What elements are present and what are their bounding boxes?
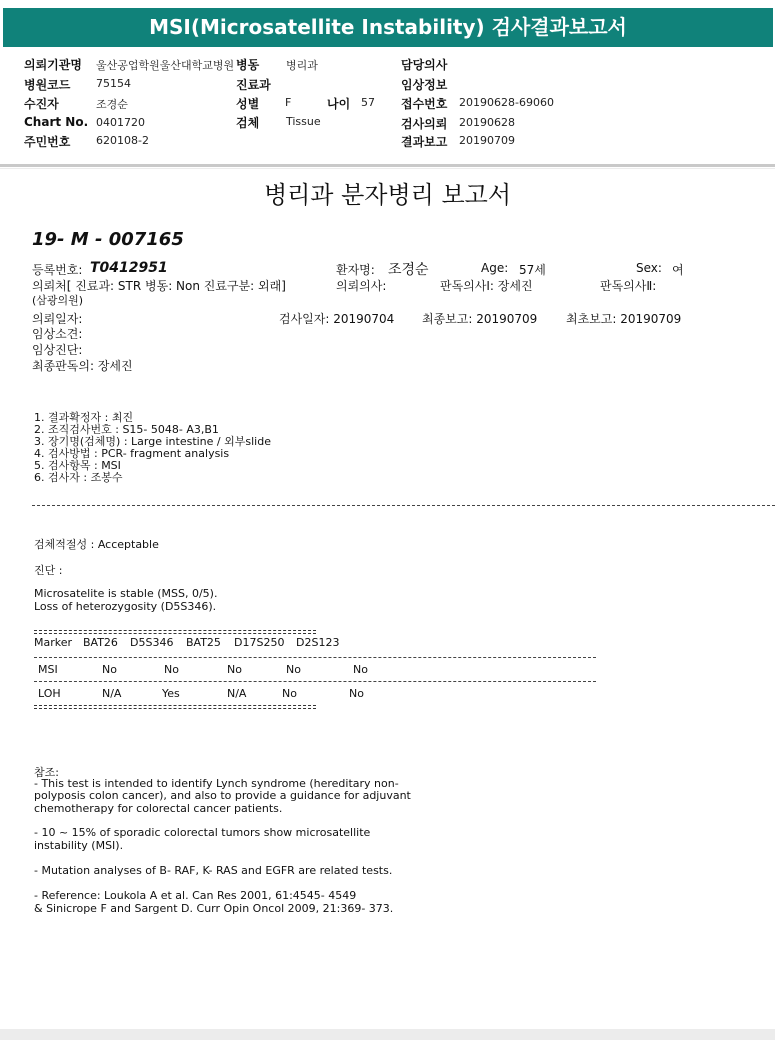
request-date-value: 20190628 bbox=[459, 116, 515, 129]
diagnosis-line: Microsatelite is stable (MSS, 0/5). bbox=[34, 587, 218, 600]
table-header-cell: D5S346 bbox=[130, 636, 174, 649]
report-header bbox=[0, 0, 775, 168]
specimen-label: 검체 bbox=[236, 116, 260, 130]
notes-label: 참조: bbox=[34, 766, 59, 779]
institution-label: 의뢰기관명 bbox=[24, 58, 82, 72]
institution-value: 울산공업학원울산대학교병원 bbox=[96, 59, 235, 72]
diagnosis-label: 진단 : bbox=[34, 564, 63, 577]
chart-no-value: 0401720 bbox=[96, 116, 145, 129]
receipt-no-value: 20190628-69060 bbox=[459, 96, 554, 109]
table-header-cell: BAT25 bbox=[186, 636, 221, 649]
patient-name-label: 환자명: bbox=[336, 263, 375, 277]
table-cell: No bbox=[349, 687, 364, 700]
sex-value-report: 여 bbox=[672, 263, 684, 277]
table-cell: No bbox=[102, 663, 117, 676]
detail-line: 1. 결과확정자 : 최진 bbox=[34, 411, 134, 424]
request-date-label: 검사의뢰 bbox=[401, 117, 448, 131]
table-cell: No bbox=[353, 663, 368, 676]
note-line: - Mutation analyses of B- RAF, K- RAS and EGFR are related tests. bbox=[34, 864, 393, 877]
diagnosis-line: Loss of heterozygosity (D5S346). bbox=[34, 600, 217, 613]
reader-2: 판독의사Ⅱ: bbox=[600, 279, 657, 293]
report-page bbox=[0, 169, 775, 1029]
hospital-code-value: 75154 bbox=[96, 77, 131, 90]
patient-label: 수진자 bbox=[24, 97, 59, 111]
table-cell: N/A bbox=[227, 687, 247, 700]
department-label: 진료과 bbox=[236, 78, 271, 92]
table-header-cell: D17S250 bbox=[234, 636, 285, 649]
note-line: polyposis colon cancer), and also to provide a guidance for adjuvant bbox=[34, 789, 411, 802]
hospital-paren: (삼광의원) bbox=[32, 294, 84, 307]
reg-number: T0412951 bbox=[90, 260, 168, 276]
sex-label-report: Sex: bbox=[636, 261, 662, 275]
header-divider bbox=[0, 164, 775, 167]
request-line: 의뢰처[ 진료과: STR 병동: Non 진료구분: 외래] bbox=[32, 279, 286, 293]
age-label-report: Age: bbox=[481, 261, 509, 275]
final-reader: 최종판독의: 장세진 bbox=[32, 359, 133, 373]
clinical-findings: 임상소견: bbox=[32, 327, 83, 341]
detail-line: 6. 검사자 : 조봉수 bbox=[34, 471, 123, 484]
detail-line: 3. 장기명(검체명) : Large intestine / 외부slide bbox=[34, 435, 271, 448]
table-row-rule bbox=[34, 657, 596, 658]
table-cell: No bbox=[164, 663, 179, 676]
table-header-cell: BAT26 bbox=[83, 636, 118, 649]
note-line: - Reference: Loukola A et al. Can Res 2001, 61:4545- 4549 bbox=[34, 889, 357, 902]
sex-label: 성별 bbox=[236, 97, 260, 111]
age-value-report: 57세 bbox=[519, 263, 546, 277]
patient-value: 조경순 bbox=[96, 98, 128, 111]
receipt-no-label: 접수번호 bbox=[401, 97, 448, 111]
age-value: 57 bbox=[361, 96, 375, 109]
result-date-value: 20190709 bbox=[459, 134, 515, 147]
table-header-cell: Marker bbox=[34, 636, 73, 649]
doctor-label: 담당의사 bbox=[401, 58, 448, 72]
patient-name-value: 조경순 bbox=[388, 262, 429, 278]
adequacy: 검체적절성 : Acceptable bbox=[34, 538, 159, 551]
request-date-report: 의뢰일자: bbox=[32, 312, 83, 326]
table-row-label: LOH bbox=[38, 687, 61, 700]
detail-line: 5. 검사항목 : MSI bbox=[34, 459, 121, 472]
header-title: MSI(Microsatellite Instability) 검사결과보고서 bbox=[3, 8, 773, 47]
clinical-info-label: 임상정보 bbox=[401, 78, 448, 92]
age-label: 나이 bbox=[327, 97, 351, 111]
hospital-code-label: 병원코드 bbox=[24, 78, 71, 92]
result-date-label: 결과보고 bbox=[401, 135, 448, 149]
reg-label: 등록번호: bbox=[32, 263, 83, 277]
table-cell: N/A bbox=[102, 687, 122, 700]
table-cell: No bbox=[227, 663, 242, 676]
final-report-date: 최종보고: 20190709 bbox=[422, 312, 538, 326]
clinical-diagnosis: 임상진단: bbox=[32, 343, 83, 357]
note-line: - This test is intended to identify Lynch syndrome (hereditary non- bbox=[34, 777, 399, 790]
detail-line: 2. 조직검사번호 : S15- 5048- A3,B1 bbox=[34, 423, 219, 436]
request-doctor: 의뢰의사: bbox=[336, 279, 387, 293]
table-row-label: MSI bbox=[38, 663, 58, 676]
exam-date: 검사일자: 20190704 bbox=[279, 312, 395, 326]
reader-1: 판독의사Ⅰ: 장세진 bbox=[440, 279, 533, 293]
specimen-value: Tissue bbox=[286, 115, 321, 128]
case-number: 19- M - 007165 bbox=[32, 229, 184, 250]
table-header-cell: D2S123 bbox=[296, 636, 340, 649]
chart-no-label: Chart No. bbox=[24, 115, 89, 129]
table-cell: Yes bbox=[162, 687, 180, 700]
table-cell: No bbox=[282, 687, 297, 700]
ward-value: 병리과 bbox=[286, 59, 318, 72]
first-report-date: 최초보고: 20190709 bbox=[566, 312, 682, 326]
note-line: chemotherapy for colorectal cancer patients. bbox=[34, 802, 283, 815]
table-top-rule bbox=[34, 630, 316, 634]
resident-no-label: 주민번호 bbox=[24, 135, 71, 149]
note-line: & Sinicrope F and Sargent D. Curr Opin Oncol 2009, 21:369- 373. bbox=[34, 902, 394, 915]
sex-value: F bbox=[285, 96, 292, 109]
detail-line: 4. 검사방법 : PCR- fragment analysis bbox=[34, 447, 230, 460]
section-divider bbox=[32, 505, 775, 506]
ward-label: 병동 bbox=[236, 58, 260, 72]
table-bottom-rule bbox=[34, 705, 316, 709]
resident-no-value: 620108-2 bbox=[96, 134, 149, 147]
note-line: - 10 ~ 15% of sporadic colorectal tumors show microsatellite bbox=[34, 826, 371, 839]
table-cell: No bbox=[286, 663, 301, 676]
table-row-rule bbox=[34, 681, 596, 682]
report-title: 병리과 분자병리 보고서 bbox=[263, 181, 512, 209]
note-line: instability (MSI). bbox=[34, 839, 124, 852]
